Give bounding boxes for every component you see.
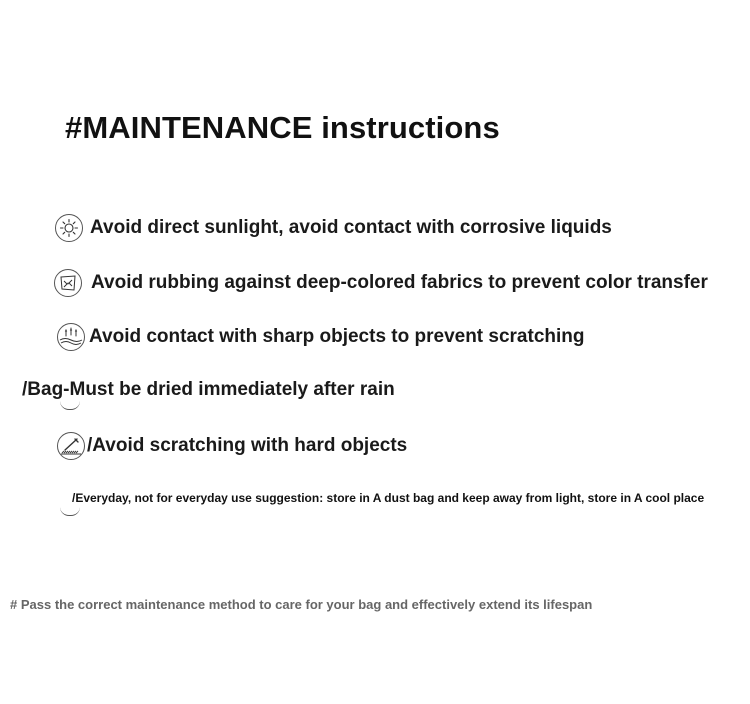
instruction-text: /Everyday, not for everyday use suggestion: store in A dust bag and keep away from light, store in A cool place (72, 491, 705, 505)
scratch-icon (56, 431, 86, 461)
instruction-text: Avoid direct sunlight, avoid contact with corrosive liquids (90, 217, 612, 238)
instruction-rain (22, 379, 395, 401)
instruction-text: Avoid rubbing against deep-colored fabrics to prevent color transfer (91, 272, 708, 293)
instruction-text: /Avoid scratching with hard objects (87, 435, 408, 456)
instruction-text: Avoid contact with sharp objects to prevent scratching (89, 326, 585, 347)
sharp-objects-icon (56, 322, 86, 352)
page-title: #MAINTENANCE instructions (65, 110, 500, 145)
instruction-text: /Bag-Must be dried immediately after rain (22, 379, 395, 400)
rain-icon (60, 401, 80, 410)
instruction-sunlight (54, 213, 612, 243)
fabric-rub-icon (53, 268, 83, 298)
instruction-fabric (53, 268, 708, 298)
sun-icon (54, 213, 84, 243)
footer-note: # Pass the correct maintenance method to care for your bag and effectively extend its lifespan (10, 597, 593, 612)
storage-icon (60, 507, 80, 516)
instruction-sharp-objects (56, 322, 585, 352)
instruction-storage (72, 491, 704, 505)
instruction-scratch (56, 431, 407, 461)
